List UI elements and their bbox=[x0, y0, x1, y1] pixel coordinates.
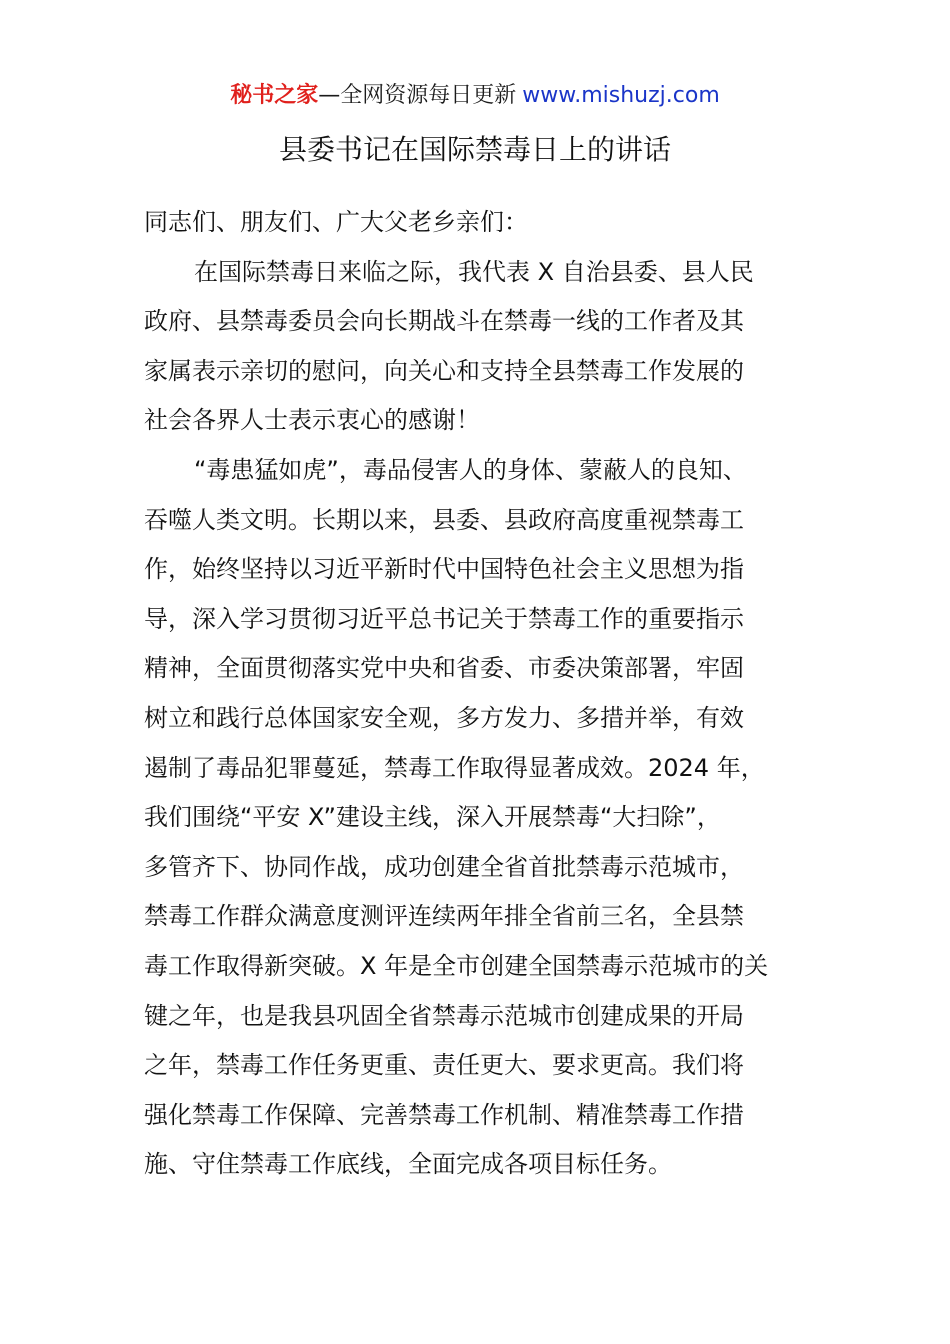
paragraph-2-line-11: 毒工作取得新突破。X 年是全市创建全国禁毒示范城市的关 bbox=[144, 951, 769, 980]
paragraph-2-line-10: 禁毒工作群众满意度测评连续两年排全省前三名，全县禁 bbox=[144, 902, 744, 931]
paragraph-1-line-3: 家属表示亲切的慰问，向关心和支持全县禁毒工作发展的 bbox=[144, 356, 744, 385]
paragraph-2-line-15: 施、守住禁毒工作底线，全面完成各项目标任务。 bbox=[144, 1150, 672, 1179]
paragraph-1-line-2: 政府、县禁毒委员会向长期战斗在禁毒一线的工作者及其 bbox=[144, 307, 744, 336]
paragraph-2-line-1: “毒患猛如虎”，毒品侵害人的身体、蒙蔽人的良知、 bbox=[194, 455, 747, 484]
paragraph-2-line-8: 我们围绕“平安 X”建设主线，深入开展禁毒“大扫除”， bbox=[144, 803, 721, 832]
site-url-link[interactable]: www.mishuzj.com bbox=[522, 83, 720, 108]
paragraph-2-line-12: 键之年，也是我县巩固全省禁毒示范城市创建成果的开局 bbox=[144, 1001, 744, 1030]
paragraph-1-line-1: 在国际禁毒日来临之际，我代表 X 自治县委、县人民 bbox=[194, 257, 754, 286]
paragraph-2-line-5: 精神，全面贯彻落实党中央和省委、市委决策部署，牢固 bbox=[144, 654, 744, 683]
document-title: 县委书记在国际禁毒日上的讲话 bbox=[278, 133, 671, 166]
paragraph-2-line-9: 多管齐下、协同作战，成功创建全省首批禁毒示范城市， bbox=[144, 852, 744, 881]
site-header bbox=[0, 80, 950, 112]
brand-name: 秘书之家 bbox=[230, 83, 319, 108]
paragraph-2-line-2: 吞噬人类文明。长期以来，县委、县政府高度重视禁毒工 bbox=[144, 505, 744, 534]
salutation-line: 同志们、朋友们、广大父老乡亲们： bbox=[144, 208, 528, 236]
document-body bbox=[144, 198, 810, 1190]
header-tagline: —全网资源每日更新 bbox=[318, 83, 517, 108]
paragraph-2-line-14: 强化禁毒工作保障、完善禁毒工作机制、精准禁毒工作措 bbox=[144, 1100, 744, 1129]
paragraph-1-line-4: 社会各界人士表示衷心的感谢！ bbox=[144, 406, 480, 435]
paragraph-2-line-4: 导，深入学习贯彻习近平总书记关于禁毒工作的重要指示 bbox=[144, 604, 744, 633]
paragraph-2-line-6: 树立和践行总体国家安全观，多方发力、多措并举，有效 bbox=[144, 703, 744, 732]
paragraph-2-line-3: 作，始终坚持以习近平新时代中国特色社会主义思想为指 bbox=[144, 555, 744, 584]
paragraph-2-line-13: 之年，禁毒工作任务更重、责任更大、要求更高。我们将 bbox=[144, 1051, 744, 1080]
paragraph-2-line-7: 遏制了毒品犯罪蔓延，禁毒工作取得显著成效。2024 年， bbox=[144, 753, 765, 782]
